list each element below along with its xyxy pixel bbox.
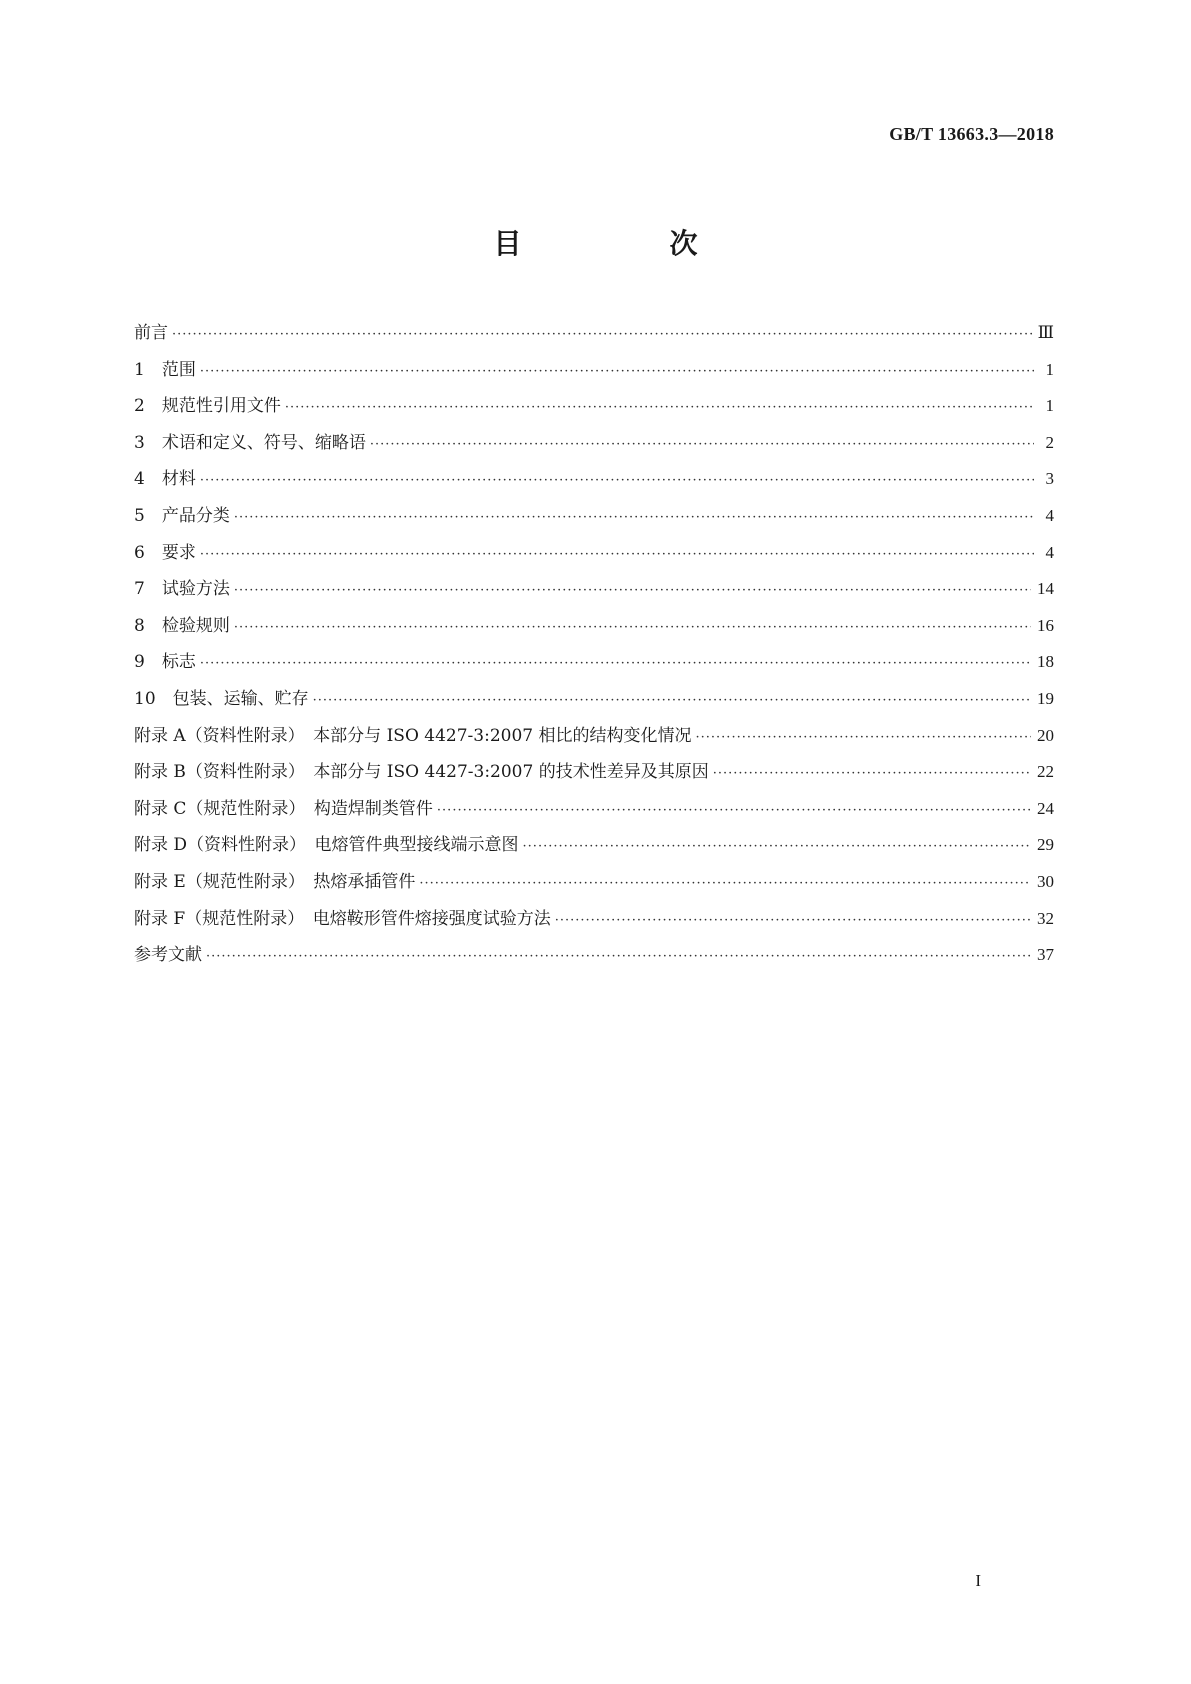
- toc-entry-page: 22: [1037, 762, 1054, 782]
- toc-leader-dots: [200, 544, 1034, 566]
- toc-entry-7[interactable]: [134, 578, 1054, 615]
- toc-entry-2[interactable]: [134, 395, 1054, 432]
- toc-entry-10[interactable]: [134, 688, 1054, 725]
- page-title: 目 次: [493, 227, 758, 260]
- toc-entry-page: 18: [1037, 652, 1054, 672]
- toc-entry-annex-a[interactable]: [134, 725, 1054, 762]
- toc-entry-label: 附录 F（规范性附录） 电熔鞍形管件熔接强度试验方法: [134, 908, 551, 929]
- toc-entry-foreword[interactable]: [134, 322, 1054, 359]
- toc-entry-annex-b[interactable]: [134, 761, 1054, 798]
- toc-entry-page: 20: [1037, 725, 1054, 745]
- toc-leader-dots: [713, 763, 1031, 785]
- toc-leader-dots: [234, 617, 1031, 639]
- toc-leader-dots: [437, 800, 1031, 822]
- toc-entry-label: 5 产品分类: [134, 505, 230, 526]
- toc-entry-label: 前言: [134, 323, 168, 343]
- table-of-contents: [134, 322, 1054, 981]
- toc-leader-dots: [523, 836, 1031, 858]
- toc-leader-dots: [370, 434, 1034, 456]
- toc-entry-6[interactable]: [134, 542, 1054, 579]
- toc-entry-page: 30: [1037, 871, 1054, 891]
- toc-entry-annex-d[interactable]: [134, 834, 1054, 871]
- toc-entry-1[interactable]: [134, 359, 1054, 396]
- page-number: I: [975, 1571, 981, 1590]
- toc-entry-page: 16: [1037, 615, 1054, 635]
- toc-entry-label: 附录 A（资料性附录） 本部分与 ISO 4427-3:2007 相比的结构变化情况: [134, 725, 692, 746]
- toc-entry-label: 10 包装、运输、贮存: [134, 688, 309, 709]
- toc-entry-page: 4: [1045, 505, 1054, 525]
- toc-entry-annex-e[interactable]: [134, 871, 1054, 908]
- toc-entry-page: 24: [1037, 798, 1054, 818]
- toc-leader-dots: [200, 361, 1034, 383]
- standard-number: GB/T 13663.3—2018: [889, 124, 1054, 144]
- toc-entry-label: 附录 D（资料性附录） 电熔管件典型接线端示意图: [134, 835, 519, 856]
- toc-entry-label: 4 材料: [134, 469, 196, 490]
- toc-leader-dots: [285, 397, 1034, 419]
- toc-entry-page: 37: [1037, 945, 1054, 965]
- toc-entry-page: 32: [1037, 908, 1054, 928]
- toc-entry-page: 3: [1045, 469, 1054, 489]
- toc-entry-page: 19: [1037, 688, 1054, 708]
- toc-entry-8[interactable]: [134, 615, 1054, 652]
- toc-leader-dots: [200, 653, 1031, 675]
- toc-entry-page: 29: [1037, 835, 1054, 855]
- toc-entry-9[interactable]: [134, 651, 1054, 688]
- toc-entry-annex-f[interactable]: [134, 908, 1054, 945]
- toc-leader-dots: [234, 507, 1034, 529]
- toc-entry-label: 8 检验规则: [134, 615, 230, 636]
- toc-entry-label: 7 试验方法: [134, 579, 230, 600]
- toc-leader-dots: [313, 690, 1031, 712]
- toc-entry-page: Ⅲ: [1037, 323, 1054, 342]
- toc-entry-page: 1: [1045, 396, 1054, 416]
- toc-entry-page: 14: [1037, 579, 1054, 599]
- toc-leader-dots: [696, 727, 1031, 749]
- toc-entry-label: 6 要求: [134, 542, 196, 563]
- toc-entry-page: 2: [1045, 432, 1054, 452]
- toc-leader-dots: [172, 324, 1032, 346]
- toc-entry-label: 1 范围: [134, 359, 196, 380]
- toc-entry-label: 参考文献: [134, 945, 202, 966]
- toc-entry-page: 4: [1045, 542, 1054, 562]
- toc-entry-label: 3 术语和定义、符号、缩略语: [134, 432, 366, 453]
- toc-entry-page: 1: [1045, 359, 1054, 379]
- toc-leader-dots: [200, 470, 1034, 492]
- toc-entry-label: 附录 C（规范性附录） 构造焊制类管件: [134, 798, 433, 819]
- toc-entry-4[interactable]: [134, 468, 1054, 505]
- toc-entry-label: 9 标志: [134, 652, 196, 673]
- toc-leader-dots: [419, 873, 1031, 895]
- toc-entry-3[interactable]: [134, 432, 1054, 469]
- toc-entry-5[interactable]: [134, 505, 1054, 542]
- toc-entry-label: 附录 E（规范性附录） 热熔承插管件: [134, 871, 416, 892]
- toc-leader-dots: [206, 946, 1031, 968]
- toc-entry-annex-c[interactable]: [134, 798, 1054, 835]
- toc-leader-dots: [234, 580, 1031, 602]
- toc-leader-dots: [555, 910, 1031, 932]
- toc-entry-label: 附录 B（资料性附录） 本部分与 ISO 4427-3:2007 的技术性差异及其原因: [134, 762, 709, 783]
- toc-entry-label: 2 规范性引用文件: [134, 396, 281, 417]
- toc-entry-bibliography[interactable]: [134, 944, 1054, 981]
